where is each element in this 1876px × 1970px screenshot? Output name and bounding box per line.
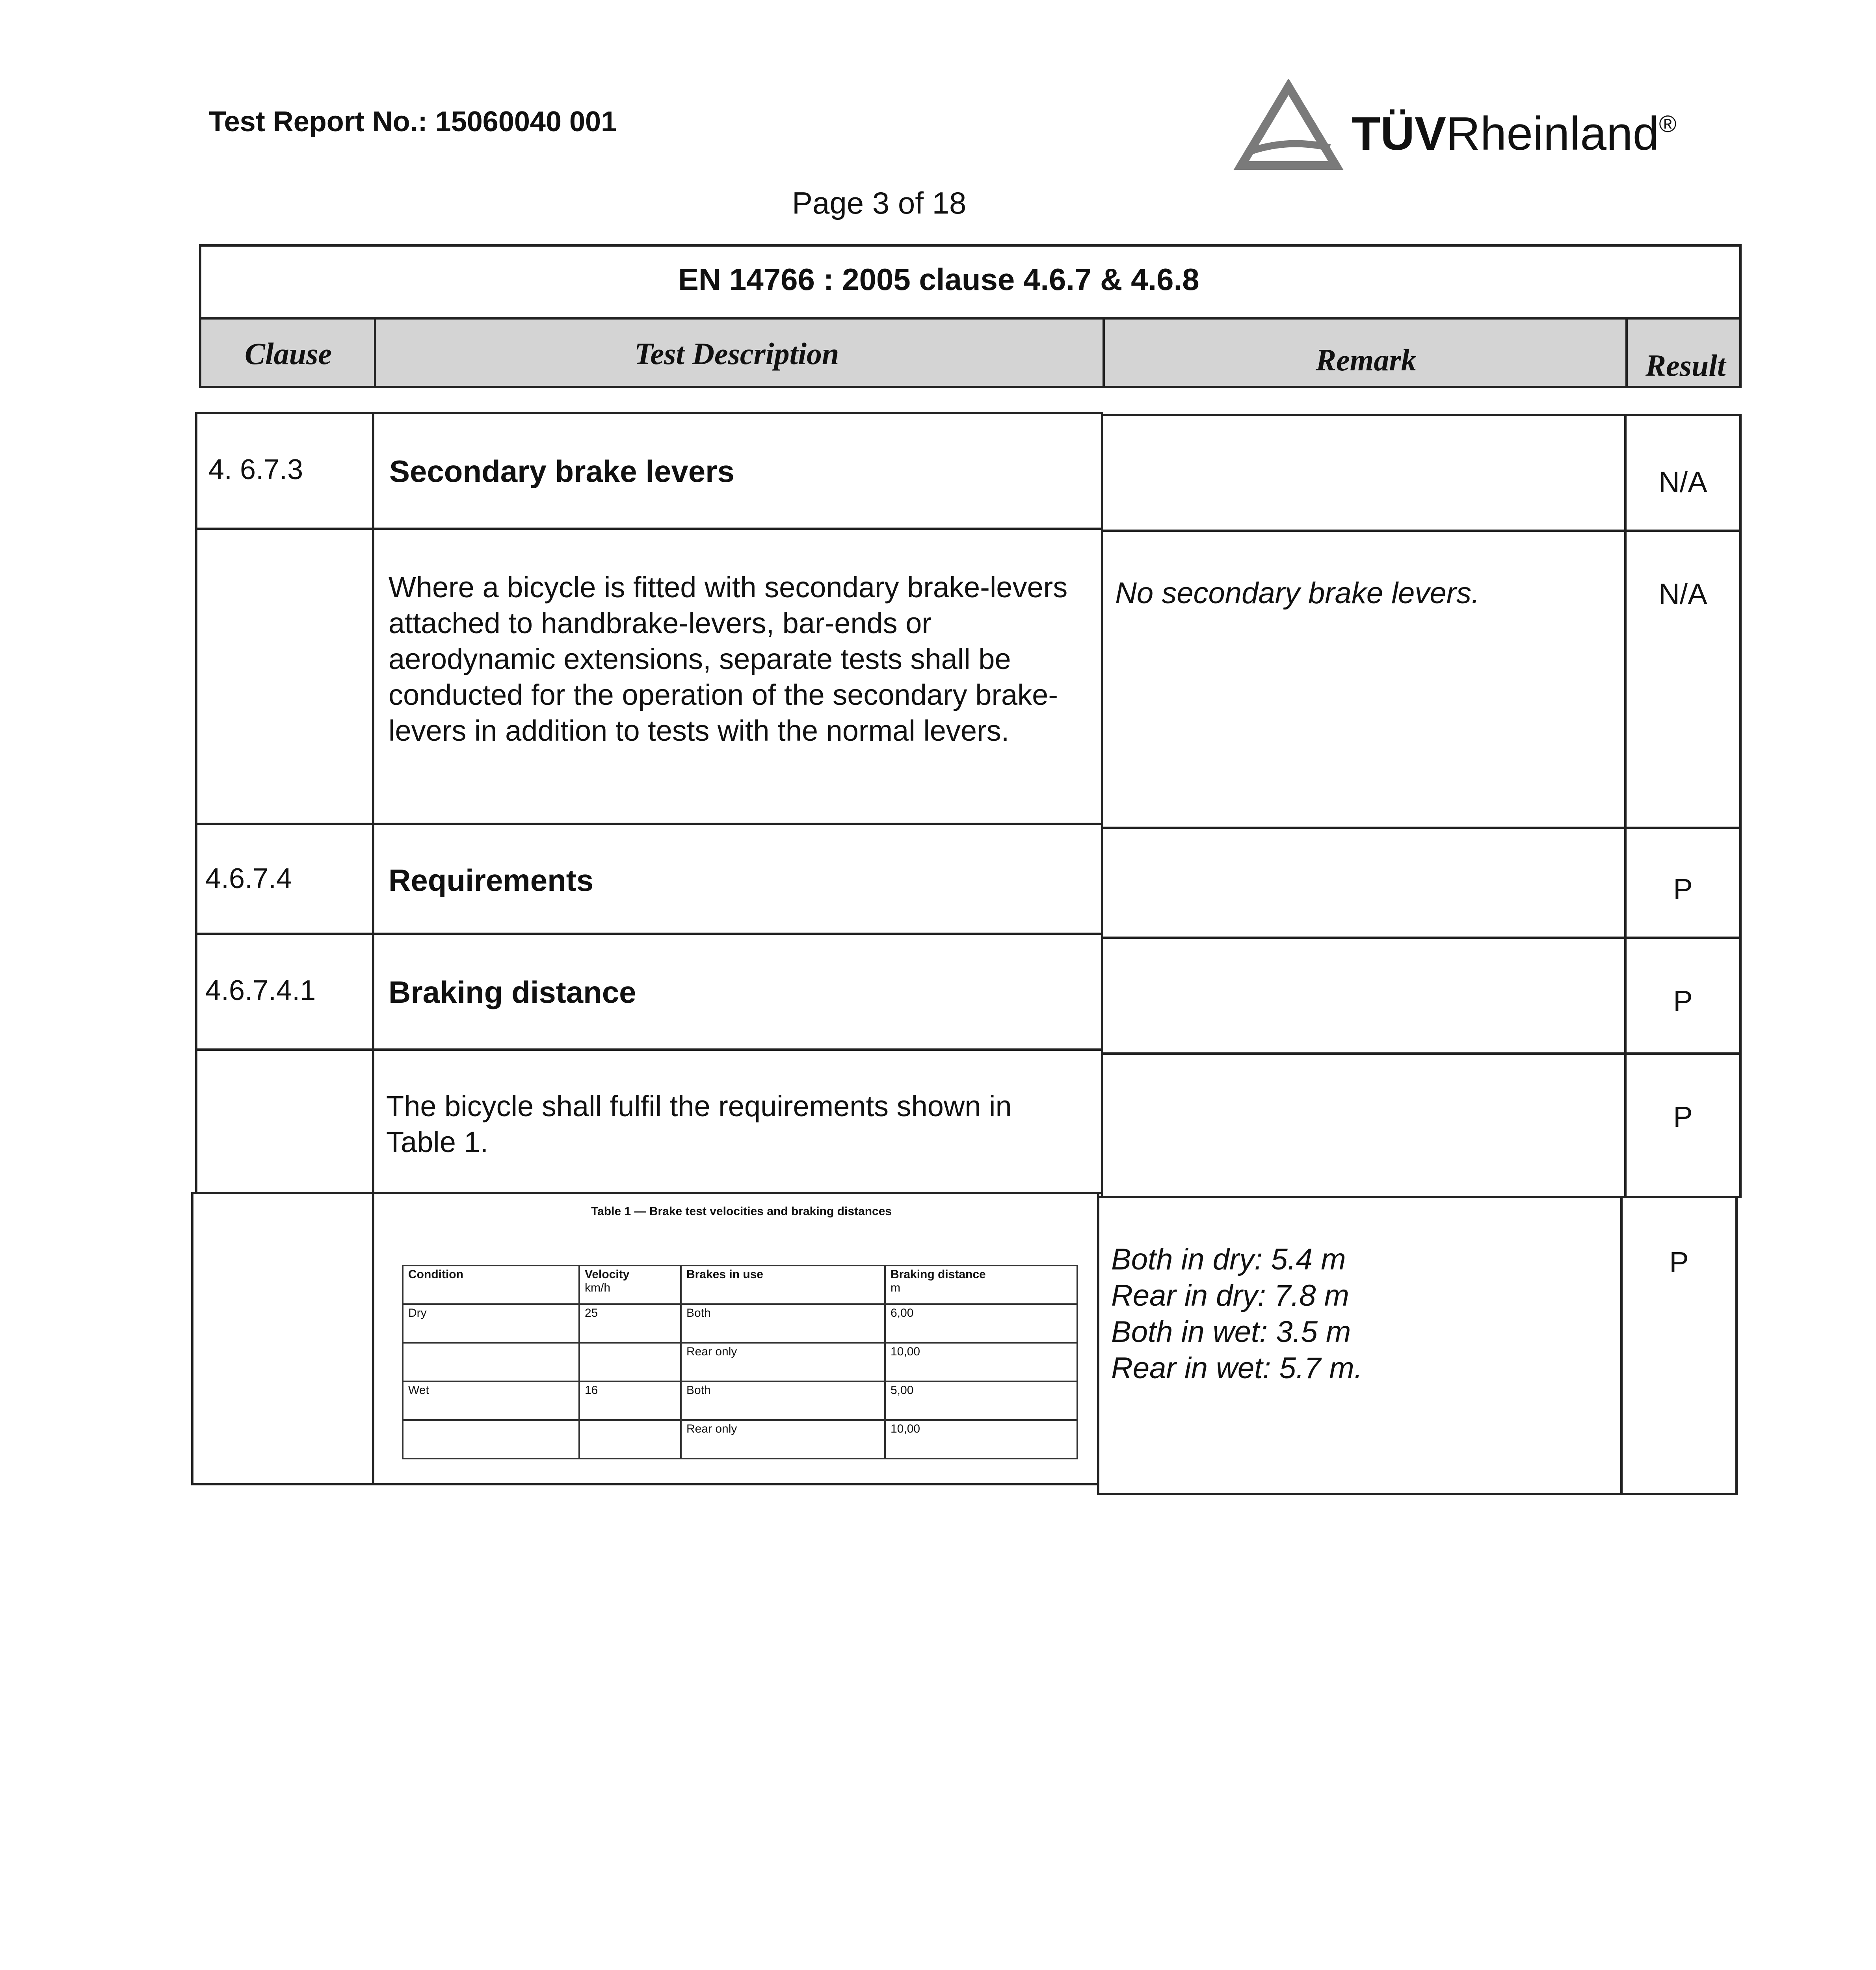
remark-line: Both in dry: 5.4 m <box>1111 1243 1346 1276</box>
table-header-row <box>403 1266 1077 1304</box>
remark-cell <box>1101 414 1627 532</box>
remark-line: Rear in wet: 5.7 m. <box>1111 1351 1363 1385</box>
result-cell: P <box>1624 937 1742 1055</box>
result-cell: P <box>1624 1052 1742 1198</box>
table1-caption: Table 1 — Brake test velocities and braking distances <box>591 1205 892 1218</box>
clause-cell: 4. 6.7.3 <box>195 412 374 530</box>
logo-prefix: TÜV <box>1352 107 1446 160</box>
table-header-cell: Condition <box>403 1266 579 1304</box>
clause-cell <box>195 528 374 825</box>
remark-line: Both in wet: 3.5 m <box>1111 1315 1351 1349</box>
clause-cell <box>195 1048 374 1194</box>
description-cell: Secondary brake levers <box>372 412 1103 530</box>
triangle-logo-icon <box>1233 79 1344 173</box>
description-cell: Where a bicycle is fitted with secondary brake-levers attached to handbrake-levers, bar-ends or aerodynamic extensions, separate tests shall be conducted for the operation of the secondary brake-levers in addition to tests with the normal levers. <box>372 528 1103 825</box>
logo-suffix: Rheinland <box>1446 107 1659 160</box>
col-header-clause: Clause <box>199 317 376 388</box>
result-cell: P <box>1624 827 1742 939</box>
clause-cell: 4.6.7.4.1 <box>195 933 374 1051</box>
description-cell: The bicycle shall fulfil the requirements shown in Table 1. <box>372 1048 1103 1194</box>
result-cell: N/A <box>1624 530 1742 829</box>
description-cell: Requirements <box>372 823 1103 935</box>
remark-cell <box>1101 827 1627 939</box>
clause-cell <box>191 1192 374 1485</box>
col-header-remark: Remark <box>1103 317 1628 388</box>
table-row: Rear only 10,00 <box>403 1343 1077 1381</box>
remark-line: Rear in dry: 7.8 m <box>1111 1279 1349 1312</box>
table-header-cell: Braking distance m <box>885 1266 1077 1304</box>
table-row: Dry 25 Both 6,00 <box>403 1304 1077 1343</box>
table-header-cell: Velocity km/h <box>579 1266 681 1304</box>
page-number: Page 3 of 18 <box>792 186 967 220</box>
standard-title: EN 14766 : 2005 clause 4.6.7 & 4.6.8 <box>678 262 1199 297</box>
table1 <box>402 1265 1078 1459</box>
remark-cell <box>1101 937 1627 1055</box>
table-row: Wet 16 Both 5,00 <box>403 1381 1077 1420</box>
remark-cell <box>1101 1052 1627 1198</box>
table-header-cell: Brakes in use <box>681 1266 885 1304</box>
logo-wordmark <box>1352 106 1677 161</box>
registered-mark: ® <box>1659 111 1677 137</box>
tuv-logo <box>1233 79 1746 173</box>
col-header-result: Result <box>1625 317 1742 388</box>
description-cell: Braking distance <box>372 933 1103 1051</box>
table-row: Rear only 10,00 <box>403 1420 1077 1459</box>
remark-cell: No secondary brake levers. <box>1101 530 1627 829</box>
standard-title-box <box>199 244 1742 319</box>
clause-cell: 4.6.7.4 <box>195 823 374 935</box>
result-cell: P <box>1620 1196 1738 1495</box>
remark-cell <box>1097 1196 1623 1495</box>
report-number: Test Report No.: 15060040 001 <box>209 106 617 138</box>
col-header-description: Test Description <box>374 317 1105 388</box>
result-cell: N/A <box>1624 414 1742 532</box>
